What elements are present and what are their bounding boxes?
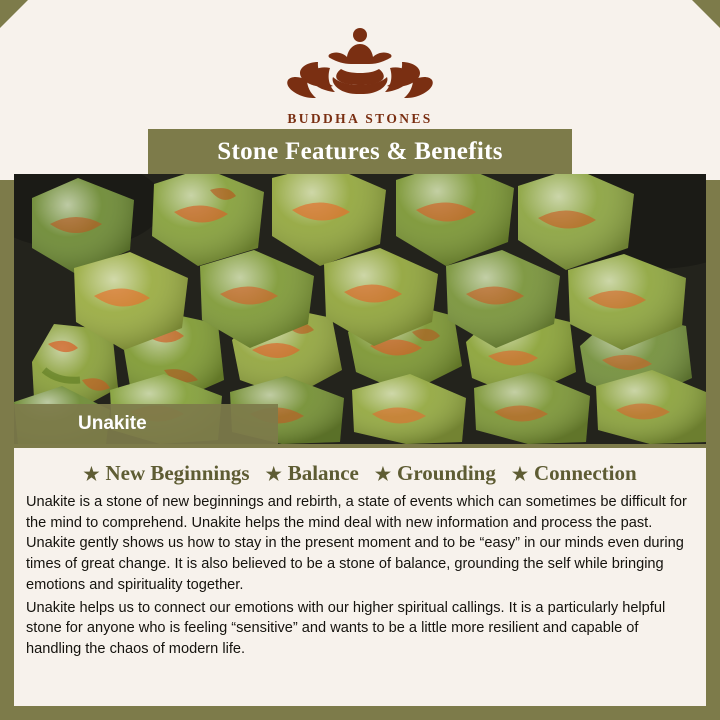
- benefits-list: [14, 448, 706, 490]
- description-text: [14, 490, 706, 660]
- benefit-item: [266, 461, 359, 486]
- star-icon: ★: [374, 463, 392, 484]
- benefit-label: New Beginnings: [105, 461, 250, 485]
- description-paragraph-1: Unakite is a stone of new beginnings and rebirth, a state of events which can sometimes be difficult for the mind to comprehend. Unakite helps the mind deal with new information and process the past. Unakite gently shows us how to stay in the present moment and to be “easy” in our minds even during times of great change. It is also believed to be a stone of balance, grounding the self while bringing emotions and spirituality together.: [26, 494, 687, 593]
- corner-wedge-right: [692, 0, 720, 28]
- corner-wedge-left: [0, 0, 28, 28]
- description-paragraph-2: Unakite helps us to connect our emotions with our higher spiritual callings. It is a particularly helpful stone for anyone who is feeling “sensitive” and wants to be a little more resilient and capable of handling the chaos of modern life.: [26, 599, 666, 658]
- benefit-item: [512, 461, 637, 486]
- benefits-panel: [14, 448, 706, 706]
- brand-name: BUDDHA STONES: [287, 111, 433, 126]
- brand-logo: [0, 22, 720, 127]
- stone-name: Unakite: [78, 413, 147, 434]
- benefit-label: Connection: [533, 461, 637, 485]
- benefit-label: Balance: [287, 461, 359, 485]
- benefit-item: [83, 461, 249, 486]
- star-icon: ★: [265, 463, 282, 484]
- lotus-meditation-icon: [0, 22, 720, 105]
- page-title: Stone Features & Benefits: [217, 137, 503, 165]
- benefit-item: [375, 461, 496, 486]
- star-icon: ★: [83, 463, 100, 484]
- benefit-label: Grounding: [397, 461, 496, 485]
- stone-name-caption: [14, 404, 278, 444]
- section-title-band: [148, 129, 572, 174]
- star-icon: ★: [511, 463, 528, 484]
